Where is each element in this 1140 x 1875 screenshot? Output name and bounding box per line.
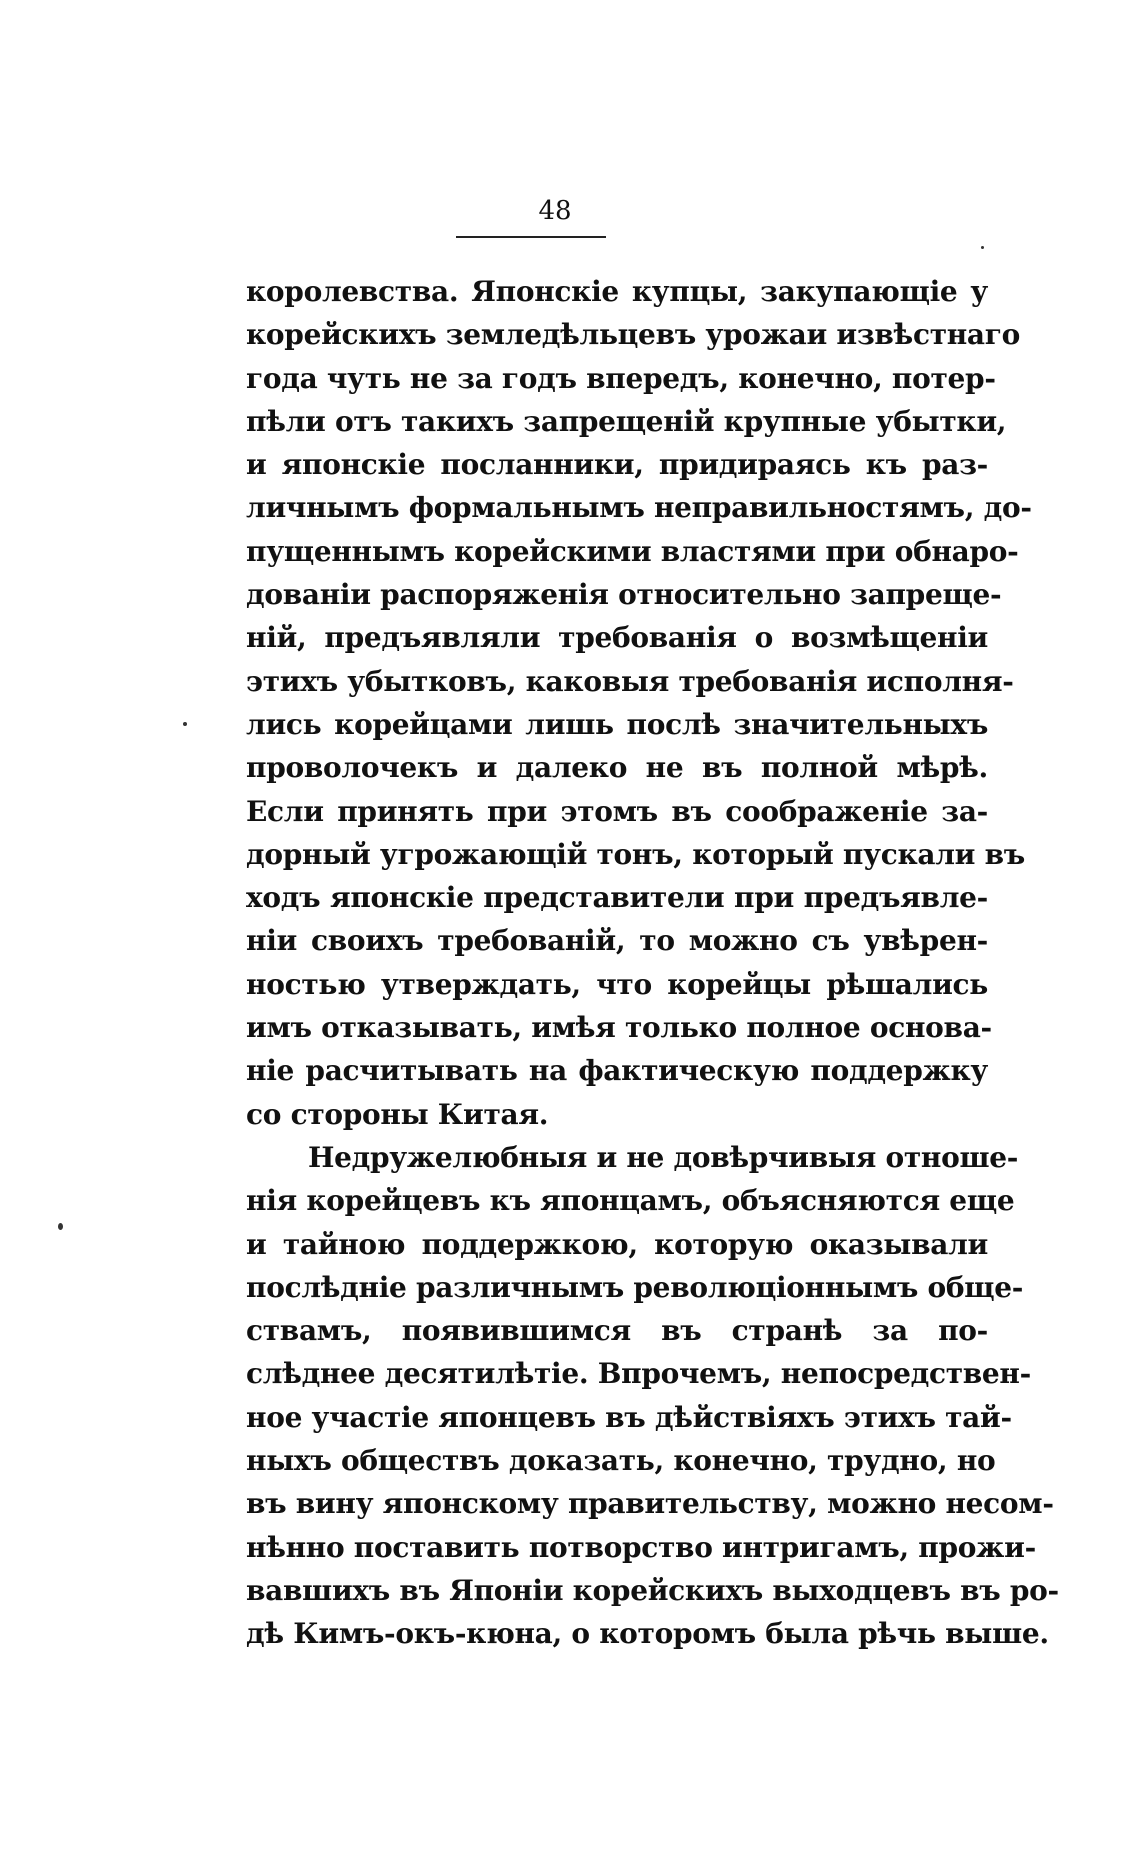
text-line: со стороны Китая. [246, 1097, 549, 1131]
text-line: нѣнно поставить потворство интригамъ, прожи- [246, 1530, 1036, 1564]
text-line: ное участіе японцевъ въ дѣйствіяхъ этихъ тай- [246, 1400, 1012, 1434]
text-line: лись корейцами лишь послѣ значительныхъ [246, 707, 988, 741]
text-line: личнымъ формальнымъ неправильностямъ, до- [246, 491, 1032, 525]
text-line: вавшихъ въ Японіи корейскихъ выходцевъ въ ро- [246, 1573, 1059, 1607]
scan-speck [981, 246, 984, 249]
text-line: проволочекъ и далеко не въ полной мѣрѣ. [246, 751, 988, 785]
text-line: въ вину японскому правительству, можно несом- [246, 1487, 1054, 1521]
text-line: ній, предъявляли требованія о возмѣщеніи [246, 621, 988, 655]
text-line: ностью утверждать, что корейцы рѣшались [246, 967, 988, 1001]
text-line: имъ отказывать, имѣя только полное основа- [246, 1011, 992, 1045]
text-line: пущеннымъ корейскими властями при обнаро- [246, 534, 1019, 568]
text-line: и тайною поддержкою, которую оказывали [246, 1227, 988, 1261]
scan-speck [183, 722, 187, 726]
scan-speck [58, 1223, 63, 1230]
text-line: Недружелюбныя и не довѣрчивыя отноше- [308, 1140, 1019, 1174]
text-line: дорный угрожающій тонъ, который пускали въ [246, 837, 1025, 871]
text-line: ныхъ обществъ доказать, конечно, трудно, но [246, 1444, 996, 1478]
text-line: дѣ Кимъ-окъ-кюна, о которомъ была рѣчь выше. [246, 1617, 1049, 1651]
text-line: ніи своихъ требованій, то можно съ увѣрен- [246, 924, 988, 958]
text-line: ствамъ, появившимся въ странѣ за по- [246, 1314, 988, 1348]
header-rule [456, 236, 606, 238]
text-line: ніе расчитывать на фактическую поддержку [246, 1054, 988, 1088]
text-line: корейскихъ земледѣльцевъ урожаи извѣстнаго [246, 318, 1021, 352]
text-line: ходъ японскіе представители при предъявле- [246, 881, 988, 915]
page-number: 48 [538, 196, 572, 226]
text-line: послѣдніе различнымъ революціоннымъ обще- [246, 1270, 1024, 1304]
text-line: дованіи распоряженія относительно запреще- [246, 578, 1002, 612]
text-line: этихъ убытковъ, каковыя требованія исполня- [246, 664, 1014, 698]
body-text [246, 270, 1059, 1656]
text-line: нія корейцевъ къ японцамъ, объясняются еще [246, 1184, 1015, 1218]
paragraph-2 [246, 1136, 1059, 1656]
text-line: года чуть не за годъ впередъ, конечно, потер- [246, 361, 996, 395]
text-line: и японскіе посланники, придираясь къ раз- [246, 448, 988, 482]
text-line: слѣднее десятилѣтіе. Впрочемъ, непосредствен- [246, 1357, 1031, 1391]
text-line: королевства. Японскіе купцы, закупающіе у [246, 275, 988, 308]
text-line: пѣли отъ такихъ запрещеній крупные убытки, [246, 404, 1007, 438]
text-line: Если принять при этомъ въ соображеніе за- [246, 794, 988, 828]
paragraph-1 [246, 270, 1032, 1136]
